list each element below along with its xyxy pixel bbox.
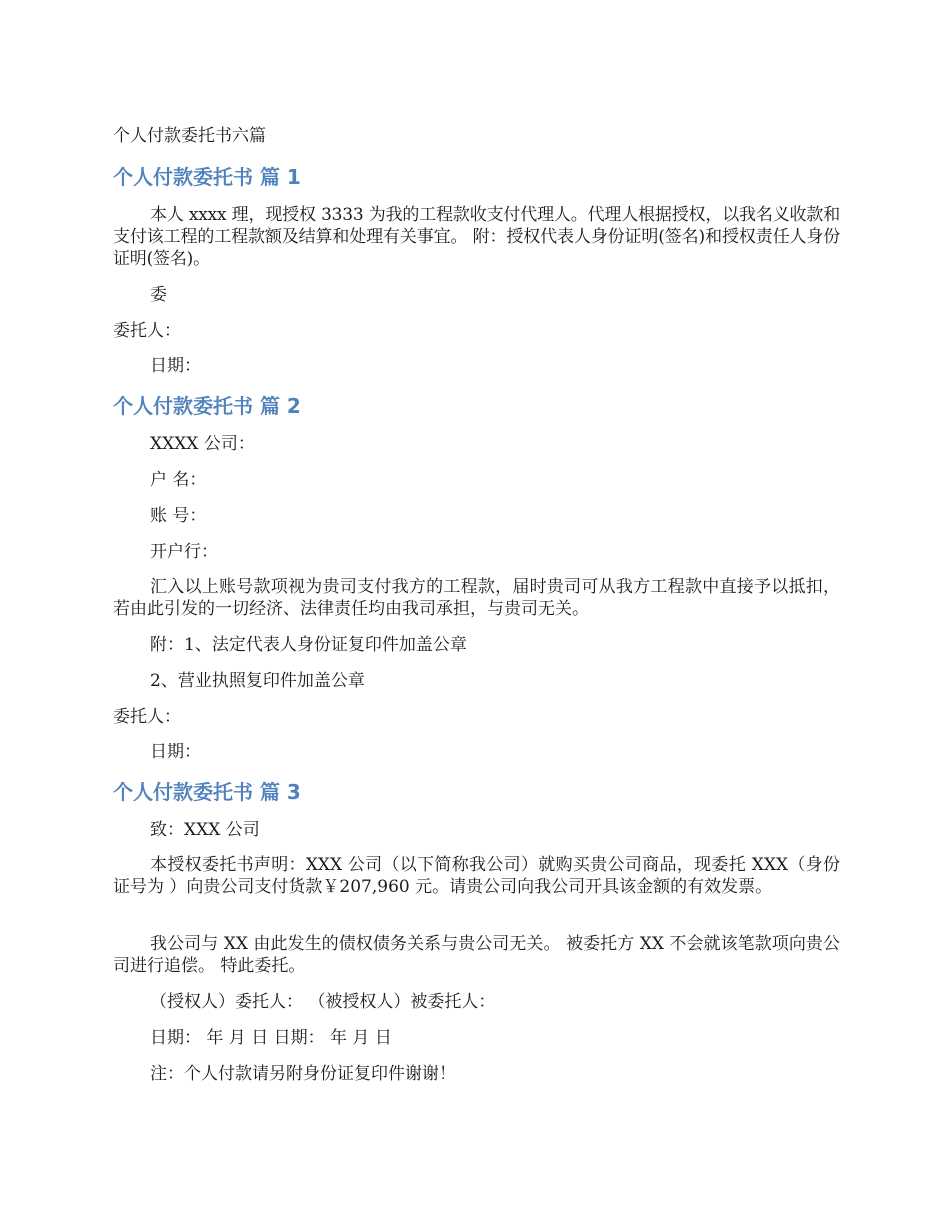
section-1-paragraph-1: 本人 xxxx 理，现授权 3333 为我的工程款收支付代理人。代理人根据授权，以我名义收款和支付该工程的工程款额及结算和处理有关事宜。 附：授权代表人身份证明(签名)和授权责任人身份证明(签名)。 [113,205,840,269]
document-title: 个人付款委托书六篇 [113,126,266,146]
section-2-bank: 开户行： [150,542,218,562]
section-1-client-label: 委托人： [113,321,181,341]
section-3-addressee: 致：XXX 公司 [150,820,260,840]
section-heading-1: 个人付款委托书 篇 1 [113,165,301,189]
section-1-paragraph-2: 委 [150,285,167,305]
section-3-signatories: （授权人）委托人： （被授权人）被委托人： [150,992,496,1012]
section-2-attachment-1: 附：1、法定代表人身份证复印件加盖公章 [150,635,467,655]
section-2-account-name: 户 名： [150,470,207,490]
section-heading-3: 个人付款委托书 篇 3 [113,780,301,804]
section-3-dates: 日期： 年 月 日 日期： 年 月 日 [150,1028,392,1048]
section-3-statement: 我公司与 XX 由此发生的债权债务关系与贵公司无关。 被委托方 XX 不会就该笔款项向贵公司进行追偿。 特此委托。 [113,934,840,976]
section-2-account-number: 账 号： [150,506,207,526]
section-3-declaration: 本授权委托书声明：XXX 公司（以下简称我公司）就购买贵公司商品，现委托 XXX（身份证号为 ）向贵公司支付货款￥207,960 元。请贵公司向我公司开具该金额的有效发票。 [113,855,840,897]
section-2-date-label: 日期： [150,742,201,762]
section-1-date-label: 日期： [150,356,201,376]
section-2-body: 汇入以上账号款项视为贵司支付我方的工程款，届时贵司可从我方工程款中直接予以抵扣，若由此引发的一切经济、法律责任均由我司承担，与贵司无关。 [113,577,840,619]
section-3-note: 注：个人付款请另附身份证复印件谢谢！ [150,1064,456,1084]
section-heading-2: 个人付款委托书 篇 2 [113,394,301,418]
section-2-client-label: 委托人： [113,707,181,727]
section-2-attachment-2: 2、营业执照复印件加盖公章 [150,671,365,691]
section-2-company: XXXX 公司： [150,434,255,454]
